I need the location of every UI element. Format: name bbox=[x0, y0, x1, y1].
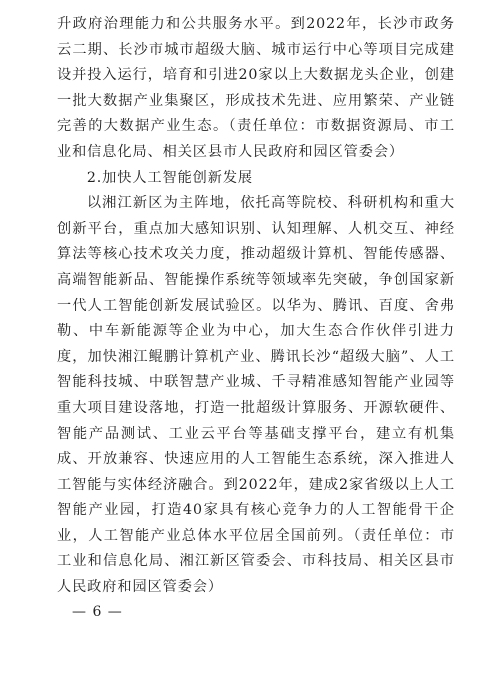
section-heading: 2.加快人工智能创新发展 bbox=[86, 169, 254, 186]
paragraph-ai-development: 以湘江新区为主阵地，依托高等院校、科研机构和重大创新平台，重点加大感知识别、认知理解、人机交互、神经算法等核心技术攻关力度，推动超级计算机、智能传感器、高端智能新品、智能操作系统等领域率先突破，争创国家新一代人工智能创新发展试验区。以华为、腾讯、百度、舍弗勒、中车新能源等企业为中心，加大生态合作伙伴引进力度，加快湘江鲲鹏计算机产业、腾讯长沙“超级大脑”、人工智能科技城、中联智慧产业城、千寻精准感知智能产业园等重大项目建设落地，打造一批超级计算服务、开源软硬件、智能产品测试、工业云平台等基础支撑平台，建立有机集成、开放兼容、快速应用的人工智能生态系统，深入推进人工智能与实体经济融合。到2022年，建成2家省级以上人工智能产业园，打造40家具有核心竞争力的人工智能骨干企业，人工智能产业总体水平位居全国前列。（责任单位：市工业和信息化局、湘江新区管委会、市科技局、相关区县市人民政府和园区管委会） bbox=[57, 195, 455, 596]
paragraph-continued: 升政府治理能力和公共服务水平。到2022年，长沙市政务云二期、长沙市城市超级大脑、城市运行中心等项目完成建设并投入运行，培育和引进20家以上大数据龙头企业，创建一批大数据产业集聚区，形成技术先进、应用繁荣、产业链完善的大数据产业生态。（责任单位：市数据资源局、市工业和信息化局、相关区县市人民政府和园区管委会） bbox=[57, 16, 455, 160]
page-number: — 6 — bbox=[72, 604, 123, 620]
document-body bbox=[57, 12, 455, 601]
